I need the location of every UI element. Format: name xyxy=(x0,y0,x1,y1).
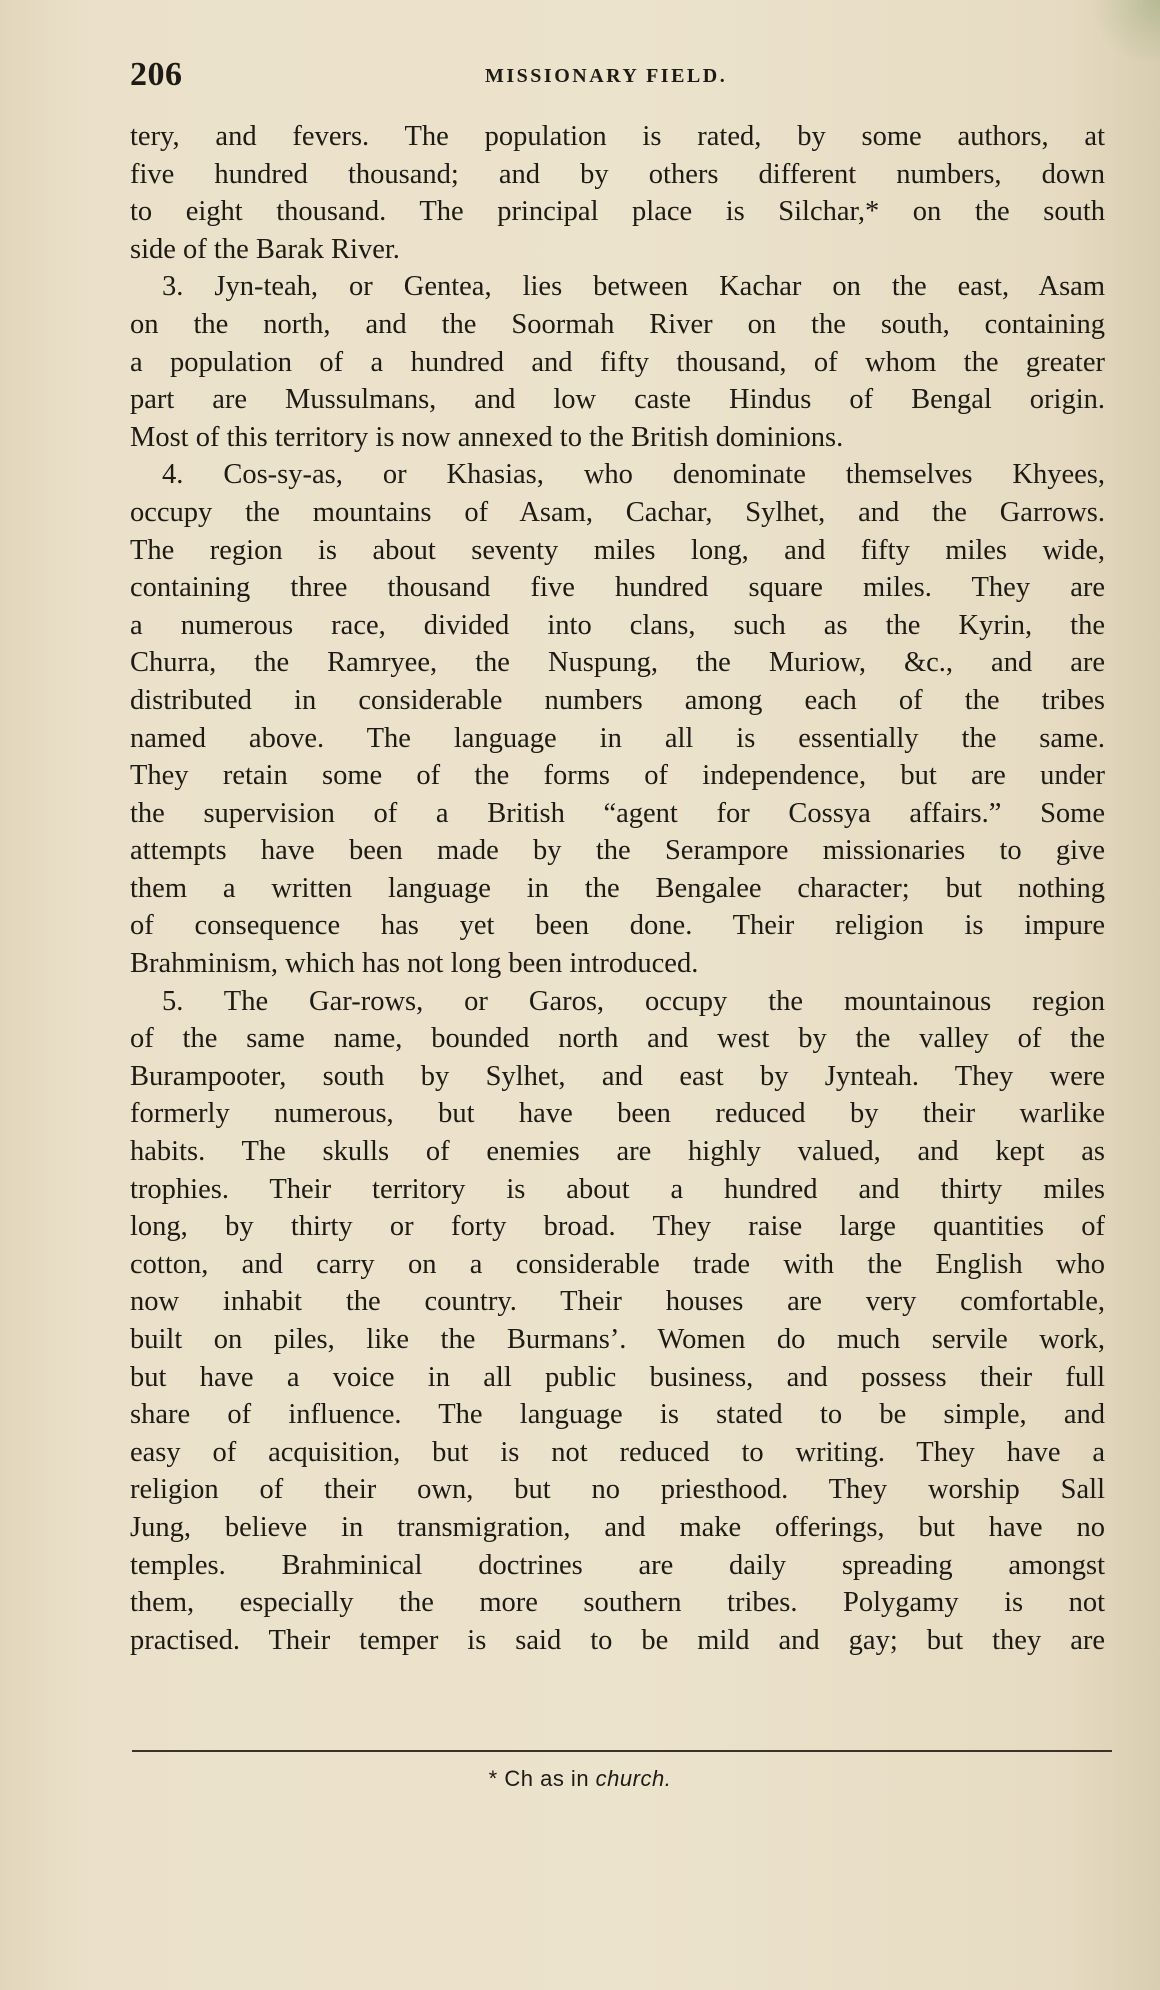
text-line: religion of their own, but no priesthood. They worship Sall xyxy=(130,1474,1105,1506)
text-line: attempts have been made by the Serampore missionaries to give xyxy=(130,835,1105,867)
text-line: of the same name, bounded north and west by the valley of the xyxy=(130,1023,1105,1055)
text-line: part are Mussulmans, and low caste Hindus of Bengal origin. xyxy=(130,384,1105,416)
text-line: a population of a hundred and fifty thousand, of whom the greater xyxy=(130,346,1105,378)
text-line: occupy the mountains of Asam, Cachar, Sylhet, and the Garrows. xyxy=(130,496,1105,528)
text-line: practised. Their temper is said to be mild and gay; but they are xyxy=(130,1624,1105,1656)
paragraph-cossyas: 4. Cos-sy-as, or Khasias, who denominate themselves Khyees, xyxy=(162,459,1105,491)
text-line: but have a voice in all public business, and possess their full xyxy=(130,1361,1105,1393)
text-line: trophies. Their territory is about a hundred and thirty miles xyxy=(130,1173,1105,1205)
text-line: They retain some of the forms of independence, but are under xyxy=(130,760,1105,792)
text-line: containing three thousand five hundred square miles. They are xyxy=(130,572,1105,604)
text-line: on the north, and the Soormah River on the south, containing xyxy=(130,308,1105,340)
footnote xyxy=(0,1766,1160,1792)
text-line: tery, and fevers. The population is rated, by some authors, at xyxy=(130,121,1105,152)
text-line: long, by thirty or forty broad. They raise large quantities of xyxy=(130,1211,1105,1243)
body-text xyxy=(130,118,1105,1659)
text-line: Most of this territory is now annexed to the British dominions. xyxy=(130,421,844,453)
text-line: Churra, the Ramryee, the Nuspung, the Muriow, &c., and are xyxy=(130,647,1105,679)
footnote-text: * Ch as in xyxy=(488,1766,596,1791)
text-line: easy of acquisition, but is not reduced to writing. They have a xyxy=(130,1436,1105,1468)
paragraph-garrows: 5. The Gar-rows, or Garos, occupy the mountainous region xyxy=(162,985,1105,1017)
text-line: Jung, believe in transmigration, and make offerings, but have no xyxy=(130,1511,1105,1543)
text-line: named above. The language in all is essentially the same. xyxy=(130,722,1105,754)
page-number: 206 xyxy=(130,56,183,93)
running-head: MISSIONARY FIELD. xyxy=(485,65,728,87)
text-line: Burampooter, south by Sylhet, and east by Jynteah. They were xyxy=(130,1060,1105,1092)
text-line: share of influence. The language is stated to be simple, and xyxy=(130,1399,1105,1431)
text-line: temples. Brahminical doctrines are daily spreading amongst xyxy=(130,1549,1105,1581)
text-line: formerly numerous, but have been reduced by their warlike xyxy=(130,1098,1105,1130)
text-line: to eight thousand. The principal place is Silchar,* on the south xyxy=(130,196,1105,228)
text-line: now inhabit the country. Their houses are very comfortable, xyxy=(130,1286,1105,1318)
text-line: distributed in considerable numbers among each of the tribes xyxy=(130,684,1105,716)
text-line: them a written language in the Bengalee character; but nothing xyxy=(130,872,1105,904)
text-line: habits. The skulls of enemies are highly valued, and kept as xyxy=(130,1136,1105,1168)
text-line: Brahminism, which has not long been introduced. xyxy=(130,948,699,980)
text-line: a numerous race, divided into clans, such as the Kyrin, the xyxy=(130,609,1105,641)
footnote-emphasis: church. xyxy=(595,1766,672,1791)
text-line: of consequence has yet been done. Their religion is impure xyxy=(130,910,1105,942)
text-line: side of the Barak River. xyxy=(130,233,400,265)
paragraph-jynteah: 3. Jyn-teah, or Gentea, lies between Kachar on the east, Asam xyxy=(162,271,1105,303)
page-corner-stain xyxy=(1090,0,1160,60)
text-line: five hundred thousand; and by others different numbers, down xyxy=(130,158,1105,190)
text-line: The region is about seventy miles long, and fifty miles wide, xyxy=(130,534,1105,566)
text-line: the supervision of a British “agent for Cossya affairs.” Some xyxy=(130,797,1105,829)
text-line: built on piles, like the Burmans’. Women do much servile work, xyxy=(130,1324,1105,1355)
text-line: cotton, and carry on a considerable trade with the English who xyxy=(130,1248,1105,1280)
text-line: them, especially the more southern tribes. Polygamy is not xyxy=(130,1587,1105,1619)
page-header xyxy=(130,56,1105,96)
footnote-rule xyxy=(132,1750,1112,1752)
